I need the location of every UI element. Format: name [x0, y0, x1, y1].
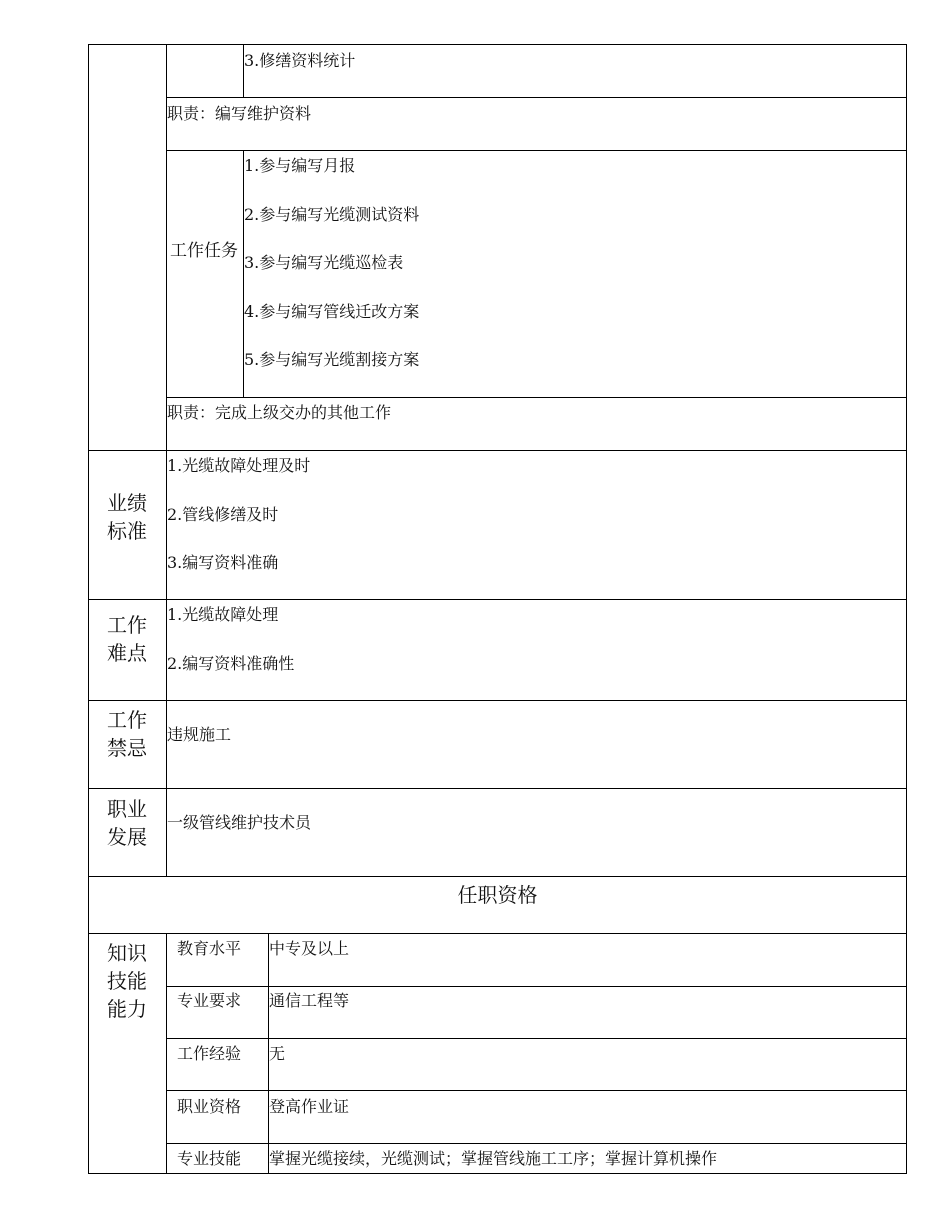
row-divider [88, 788, 907, 789]
row-divider [88, 700, 907, 701]
qualification-value: 掌握光缆接续，光缆测试；掌握管线施工工序；掌握计算机操作 [269, 1149, 718, 1168]
difficulty-label: 工作难点 [107, 613, 147, 665]
row-divider [166, 97, 907, 98]
duty-title: 职责：编写维护资料 [167, 104, 312, 123]
difficulty-item: 2.编写资料准确性 [167, 654, 295, 673]
qualification-key: 专业要求 [177, 991, 242, 1010]
taboo-label: 工作禁忌 [107, 708, 147, 760]
duty-title: 职责：完成上级交办的其他工作 [167, 403, 392, 422]
row-divider [88, 599, 907, 600]
difficulty-item: 1.光缆故障处理 [167, 605, 279, 624]
work-task-label: 工作任务 [170, 241, 238, 261]
task-item: 3.修缮资料统计 [244, 51, 356, 70]
row-divider [166, 150, 907, 151]
career-label: 职业发展 [107, 797, 147, 849]
taboo-text: 违规施工 [167, 725, 232, 744]
qualification-key: 职业资格 [177, 1097, 242, 1116]
task-item: 2.参与编写光缆测试资料 [244, 205, 420, 224]
performance-item: 1.光缆故障处理及时 [167, 456, 311, 475]
task-item: 3.参与编写光缆巡检表 [244, 253, 404, 272]
qualification-key: 工作经验 [177, 1044, 242, 1063]
performance-item: 3.编写资料准确 [167, 553, 279, 572]
row-divider [166, 1090, 907, 1091]
row-divider [166, 986, 907, 987]
qualification-title: 任职资格 [457, 883, 538, 907]
performance-label: 业绩标准 [107, 491, 147, 543]
row-divider [166, 1143, 907, 1144]
qualification-value: 登高作业证 [269, 1097, 350, 1116]
task-item: 4.参与编写管线迁改方案 [244, 302, 420, 321]
qualification-value: 通信工程等 [269, 991, 350, 1010]
task-item: 5.参与编写光缆割接方案 [244, 350, 420, 369]
qualification-value: 中专及以上 [269, 939, 350, 958]
row-divider [166, 1038, 907, 1039]
column-divider [166, 933, 167, 1174]
career-text: 一级管线维护技术员 [167, 813, 312, 832]
knowledge-label: 知识技能能力 [107, 941, 147, 1021]
qualification-key: 教育水平 [177, 939, 242, 958]
qualification-value: 无 [269, 1044, 286, 1063]
row-divider [88, 933, 907, 934]
task-item: 1.参与编写月报 [244, 156, 356, 175]
row-divider [88, 876, 907, 877]
row-divider [88, 450, 907, 451]
qualification-key: 专业技能 [177, 1149, 242, 1168]
row-divider [166, 397, 907, 398]
performance-item: 2.管线修缮及时 [167, 505, 279, 524]
